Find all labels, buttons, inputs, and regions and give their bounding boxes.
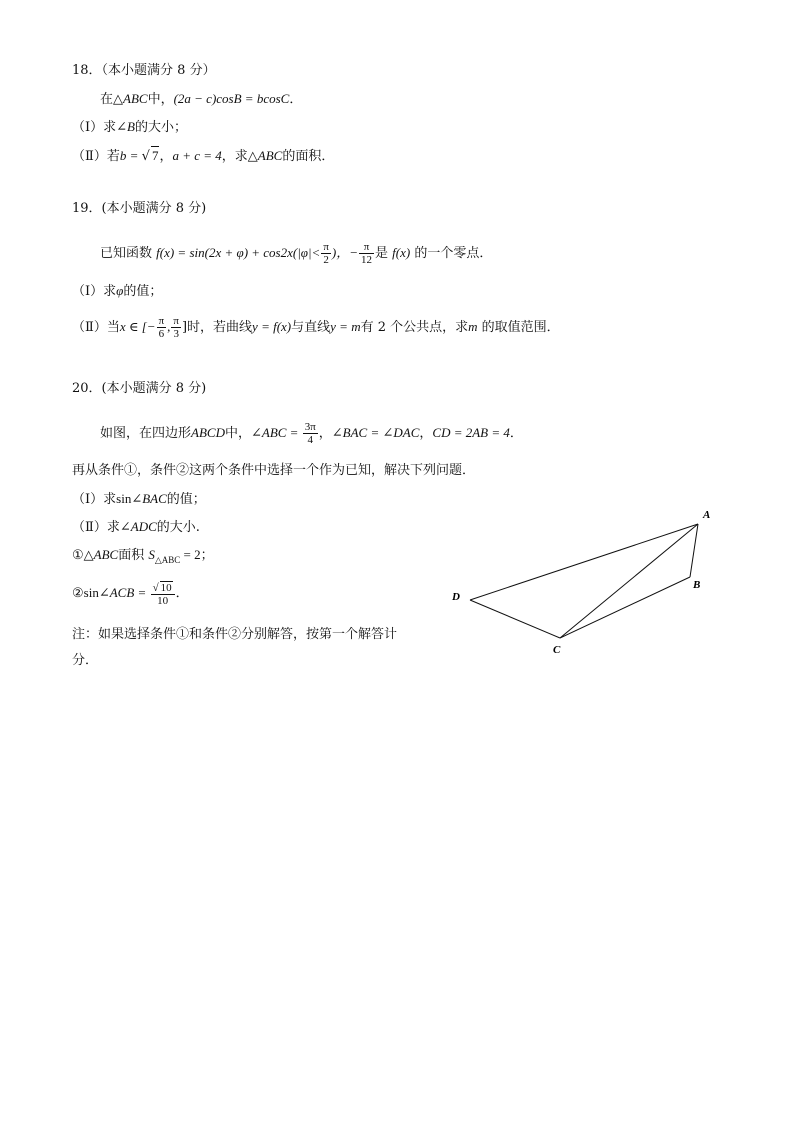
fraction-sqrt10-over-10: $\frac{√ 10}{10}$	[151, 581, 175, 607]
q20-part1: （Ⅰ）求sin∠BAC的值；	[72, 491, 206, 507]
quadrilateral-figure	[440, 500, 730, 670]
q19-part1: （Ⅰ）求φ的值；	[72, 283, 163, 299]
fraction-pi-over-12: $\frac{\pi}{12}$	[361, 241, 373, 266]
q19-part2: （Ⅱ）当x ∈ [− $\frac{\pi}{6}$ , $\frac{\pi}{3}$ ]时，若曲线y = f(x)与直线y = m有 2 个公共点，求m 的取值范围．	[72, 315, 560, 340]
vertex-label-B: B	[693, 579, 701, 591]
q19-header: 19．(本小题满分 8 分)	[72, 201, 207, 216]
fraction-pi-over-2: $\frac{\pi}{2}$	[323, 241, 329, 266]
q20-condition1: ①△ABC面积 $S_{\triangle ABC} = 2$；	[72, 547, 214, 565]
q20-part2: （Ⅱ）求∠ADC的大小.	[72, 519, 200, 535]
fraction-3pi-over-4: $\frac{3\pi}{4}$	[304, 421, 316, 446]
q20-choose: 再从条件①，条件②这两个条件中选择一个作为已知，解决下列问题．	[72, 463, 476, 478]
segment-BC	[560, 577, 690, 638]
segment-AC	[560, 524, 701, 638]
q18-header: 18．（本小题满分 8 分）	[72, 63, 216, 78]
vertex-label-A: A	[703, 509, 711, 521]
q20-stem: 如图，在四边形ABCD中，∠ABC = $\frac{3\pi}{4}$ ，∠BAC = ∠DAC，CD = 2AB = 4．	[100, 421, 523, 446]
vertex-label-D: D	[452, 591, 460, 603]
q18-part2: （Ⅱ）若b = √ 7，a + c = 4，求△ABC的面积．	[72, 148, 335, 164]
q18-part1: （Ⅰ）求∠B的大小；	[72, 119, 188, 135]
q18-stem: 在△ABC中，(2a − c)cosB = bcosC．	[100, 91, 303, 107]
q20-header: 20．(本小题满分 8 分)	[72, 381, 207, 396]
q20-condition2: ②sin∠ACB = $\frac{√ 10}{10}$ ．	[72, 581, 189, 607]
q20-note-line1: 注：如果选择条件①和条件②分别解答，按第一个解答计	[72, 627, 398, 642]
fraction-pi-over-3: $\frac{\pi}{3}$	[173, 315, 179, 340]
fraction-pi-over-6: $\frac{\pi}{6}$	[158, 315, 165, 340]
segment-DA	[470, 524, 701, 600]
q20-note-line2: 分．	[72, 653, 99, 668]
segment-AB	[690, 524, 698, 577]
vertex-label-C: C	[553, 644, 561, 656]
segment-CD	[470, 600, 560, 638]
q19-stem: 已知函数 f(x) = sin(2x + φ) + cos2x(|φ|< $\frac{\pi}{2}$ )，− $\frac{\pi}{12}$ 是 f(x) 的一个零点．	[100, 241, 493, 266]
